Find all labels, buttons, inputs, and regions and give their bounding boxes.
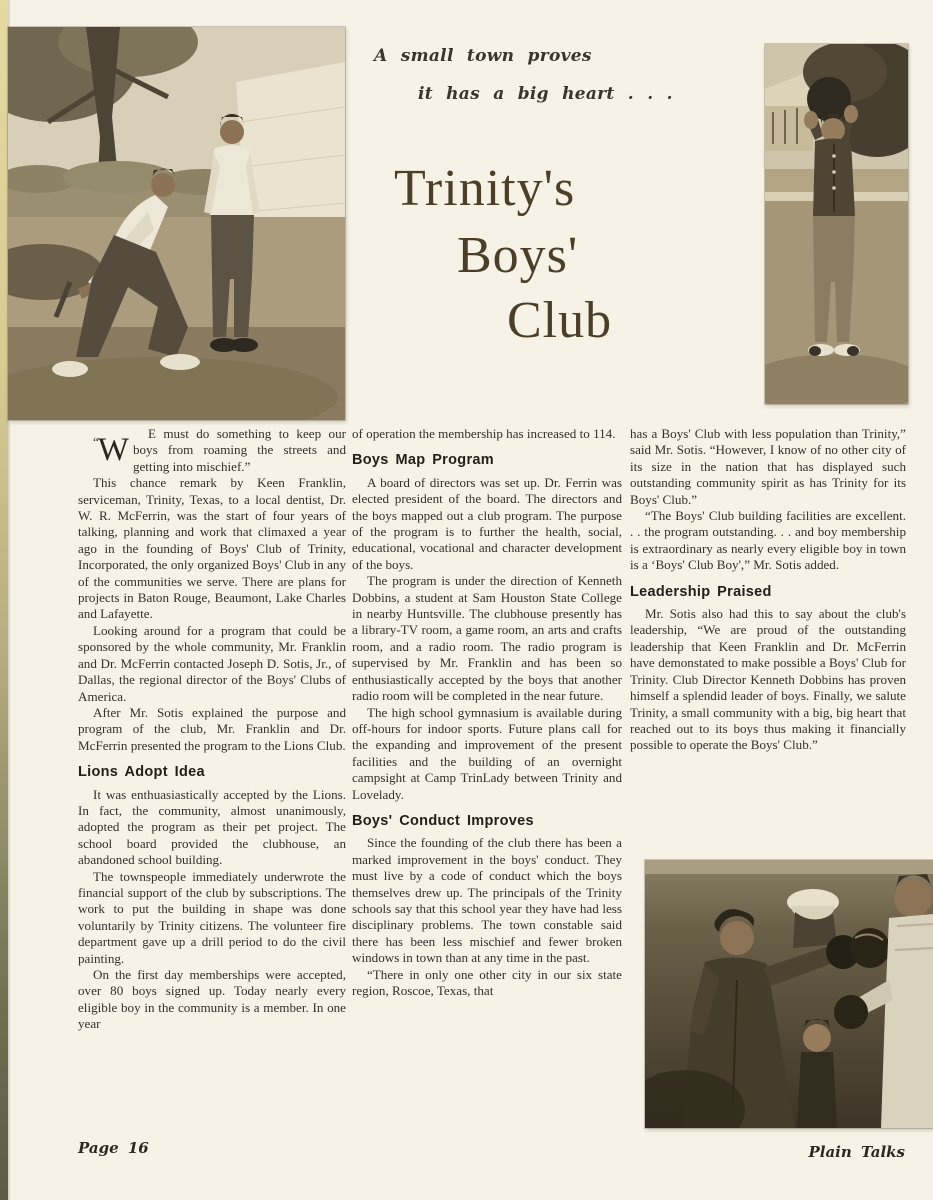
paragraph: Since the founding of the club there has been a marked improvement in the boys' conduct. They must live by a code of conduct which the boys themselves drew up. The principals of the Trinity schools say that this school year they have had less disciplinary problems. The town constable said there has been less mischief and fewer broken windows in town than at any time in the past. bbox=[352, 835, 622, 966]
paragraph: “The Boys' Club building facilities are excellent. . . the program outstanding. . . and boy membership is extraordinary as nearly every eligible boy in town is a ‘Boys' Club Boy',” Mr. Sotis added. bbox=[630, 508, 906, 573]
paragraph: The program is under the direction of Kenneth Dobbins, a student at Sam Houston State College in nearby Huntsville. The clubhouse presently has a library-TV room, a game room, an arts and crafts room, and a radio room. The radio program is supervised by Mr. Franklin and has been so enthusiastically accepted by the boys that another radio room will be completed in the near future. bbox=[352, 573, 622, 704]
article-title-line-1: Trinity's bbox=[394, 160, 576, 217]
kicker-line-1: A small town proves bbox=[374, 46, 592, 66]
paragraph: It was enthuasiastically accepted by the Lions. In fact, the community, almost unanimously, adopted the program as their pet project. The school board provided the clubhouse, an abandoned school building. bbox=[78, 786, 346, 868]
paragraph: Looking around for a program that could be sponsored by the whole community, Mr. Franklin and Dr. McFerrin contacted Joseph D. Sotis, Jr., of Dallas, the regional director of the Boys' Clubs of America. bbox=[78, 622, 346, 704]
section-heading-leadership-praised: Leadership Praised bbox=[630, 583, 772, 600]
boys-playing-illustration bbox=[8, 27, 345, 420]
paragraph: After Mr. Sotis explained the purpose and program of the club, Mr. Franklin and Dr. McFerrin presented the program to the Lions Club. bbox=[78, 704, 346, 753]
section-heading-boys-conduct-improves: Boys' Conduct Improves bbox=[352, 812, 534, 829]
paragraph: The townspeople immediately underwrote the financial support of the club by subscriptions. The work to put the building in shape was done voluntarily by Trinity citizens. The volunteer fire department gave up a drill period to do the civil painting. bbox=[78, 868, 346, 966]
article-title-line-2: Boys' bbox=[457, 227, 579, 284]
paragraph: A board of directors was set up. Dr. Ferrin was elected president of the board. The directors and the boys mapped out a club program. The purpose of the program is to further the health, social, educational, vocational and character development of the boys. bbox=[352, 474, 622, 572]
lead-paragraph bbox=[78, 426, 346, 475]
paragraph: On the first day memberships were accepted, over 80 boys signed up. Today nearly every eligible boy in the community is a member. In one year bbox=[78, 967, 346, 1032]
lead-text: E must do something to keep our boys from roaming the streets and getting into mischief.” bbox=[132, 426, 346, 474]
paragraph: “There in only one other city in our six state region, Roscoe, Texas, that bbox=[352, 966, 622, 998]
paragraph: The high school gymnasium is available during off-hours for indoor sports. Future plans call for the expanding and improvement of the present facilities and the building of an overnight campsight at Camp TrinLady between Trinity and Lovelady. bbox=[352, 704, 622, 802]
paragraph: has a Boys' Club with less population than Trinity,” said Mr. Sotis. “However, I know of no other city of its size in the nation that has displayed such outstanding community spirit as has Trinity for its Boys' Club.” bbox=[630, 426, 906, 507]
column-3 bbox=[630, 426, 906, 754]
open-quote: “ bbox=[93, 434, 98, 449]
page-scan-edge bbox=[0, 0, 8, 1200]
photo-boxing-match bbox=[645, 860, 933, 1128]
paragraph: of operation the membership has increased to 114. bbox=[352, 426, 616, 441]
section-heading-boys-map-program: Boys Map Program bbox=[352, 452, 494, 469]
article-title-line-3: Club bbox=[507, 292, 613, 349]
magazine-name: Plain Talks bbox=[808, 1143, 905, 1161]
initial-letter: W bbox=[97, 432, 129, 468]
boxing-match-illustration bbox=[645, 860, 933, 1128]
photo-boys-playing bbox=[8, 27, 345, 420]
boy-with-ball-illustration bbox=[765, 44, 908, 404]
photo-boy-with-ball bbox=[765, 44, 908, 404]
paragraph: This chance remark by Keen Franklin, serviceman, Trinity, Texas, to a local dentist, Dr. W. R. McFerrin, was the start of four years of talking, planning and work that climaxed a year ago in the founding of Boys' Club of Trinity, Incorporated, the only organized Boys' Club in any of the communities we serve. There are plans for projects in Baton Rouge, Beaumont, Lake Charles and Lafayette. bbox=[78, 475, 346, 622]
paragraph: Mr. Sotis also had this to say about the club's leadership, “We are proud of the outstanding leadership that Keen Franklin and Dr. McFerrin have demonstated to make possible a Boys' Club for Trinity. Club Director Kenneth Dobbins has proven himself a splendid leader of boys. Finally, we salute Trinity, a small community with a big, big heart that reached out to its boys thus making it financially possible to operate the Boys' Club.” bbox=[630, 606, 906, 753]
kicker-line-2: it has a big heart . . . bbox=[418, 84, 673, 104]
column-2 bbox=[352, 426, 622, 999]
drop-cap bbox=[78, 426, 133, 471]
page-number: Page 16 bbox=[78, 1139, 149, 1157]
column-1 bbox=[78, 426, 346, 1033]
section-heading-lions-adopt-idea: Lions Adopt Idea bbox=[78, 764, 205, 781]
